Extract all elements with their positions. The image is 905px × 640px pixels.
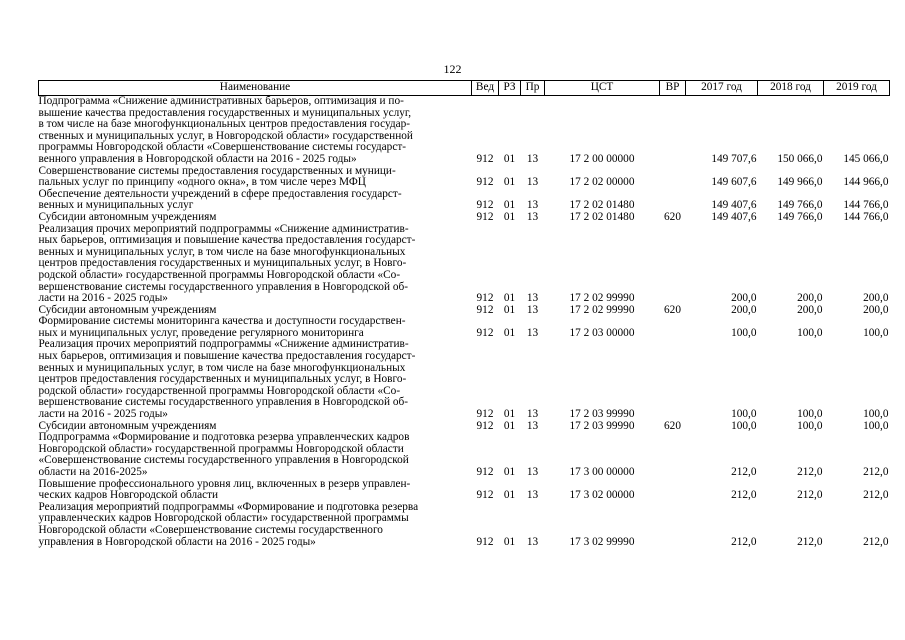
row-pr: 13 (526, 408, 539, 421)
row-vr (660, 189, 686, 212)
row-name: Субсидии автономным учреждениям (38, 303, 217, 316)
row-pr: 13 (526, 292, 539, 305)
row-cst: 17 3 00 00000 (569, 466, 635, 478)
row-2017: 100,0 (731, 326, 757, 339)
row-2018: 150 066,0 (777, 152, 823, 165)
row-ved: 912 (476, 152, 494, 165)
row-2019: 144 766,0 (843, 210, 889, 223)
budget-table (38, 80, 890, 548)
row-name: Совершенствование системы предоставления государственных и муници- пальных услуг по принципу «одного окна», в том числе через МФЦ (38, 164, 396, 189)
row-pr: 13 (526, 535, 539, 548)
row-name: Обеспечение деятельности учреждений в сфере предоставления государст- венных и муниципальных услуг (38, 187, 402, 212)
row-2018: 100,0 (797, 419, 823, 432)
row-name: Подпрограмма «Формирование и подготовка резерва управленческих кадров Новгородской области» государственной программы Новгородской области «Совершенствование системы государственного управления в Новгородской области на 2016-2025» (38, 431, 410, 478)
row-name: Повышение профессионального уровня лиц, включенных в резерв управлен- ческих кадров Новгородской области (38, 477, 411, 502)
row-ved: 912 (476, 176, 494, 189)
row-2019: 145 066,0 (843, 152, 889, 165)
row-vr (660, 166, 686, 189)
row-rz: 01 (503, 326, 516, 339)
row-2017: 149 407,6 (711, 210, 757, 223)
row-ved: 912 (476, 292, 494, 305)
row-2017: 149 707,6 (711, 152, 757, 165)
row-2018: 200,0 (797, 303, 823, 316)
row-2017: 100,0 (731, 419, 757, 432)
table-row (39, 432, 890, 478)
row-2019: 212,0 (863, 489, 889, 502)
row-cst: 17 3 02 99990 (569, 535, 635, 548)
row-ved: 912 (476, 466, 494, 478)
row-2018: 200,0 (797, 292, 823, 305)
row-name: Реализация прочих мероприятий подпрограммы «Снижение административ- ных барьеров, оптимизация и повышение качества предоставления государст- венных и муниципальных услуг, в том числе на базе многофункциональных центров предоставления государственных и муниципальных услуг, в Новго- родской области» государственной программы Новгородской области «Со- вершенствование системы государственного управления в Новгородской об- ласти на 2016 - 2025 годы» (38, 222, 416, 305)
row-cst: 17 2 03 99990 (569, 419, 635, 432)
row-ved: 912 (476, 210, 494, 223)
row-cst: 17 2 02 99990 (569, 292, 635, 305)
row-cst: 17 2 02 99990 (569, 303, 635, 316)
row-name: Реализация прочих мероприятий подпрограммы «Снижение административ- ных барьеров, оптимизация и повышение качества предоставления государст- венных и муниципальных услуг, в том числе на базе многофункциональных центров предоставления государственных и муниципальных услуг, в Новго- родской области» государственной программы Новгородской области «Со- вершенствование системы государственного управления в Новгородской об- ласти на 2016 - 2025 годы» (38, 338, 416, 421)
page-number: 122 (443, 62, 462, 76)
row-cst: 17 2 02 01480 (569, 210, 635, 223)
row-vr (660, 479, 686, 502)
row-cst: 17 2 00 00000 (569, 152, 635, 165)
row-rz: 01 (503, 176, 516, 189)
row-2017: 200,0 (731, 303, 757, 316)
header-cst: ЦСТ (545, 81, 660, 96)
row-2018: 149 766,0 (777, 199, 823, 212)
row-vr (660, 224, 686, 305)
row-2018: 100,0 (797, 408, 823, 421)
row-rz: 01 (503, 419, 516, 432)
row-rz: 01 (503, 408, 516, 421)
row-vr: 620 (664, 303, 681, 316)
row-2017: 212,0 (731, 535, 757, 548)
row-name: Реализация мероприятий подпрограммы «Формирование и подготовка резерва управленческих кадров Новгородской области» государственной программы Новгородской области «Совершенствование системы государственного управления в Новгородской области на 2016 - 2025 годы» (38, 500, 419, 548)
row-2017: 149 607,6 (711, 176, 757, 189)
header-vr: ВР (660, 81, 686, 96)
table-row (39, 189, 890, 212)
row-2019: 100,0 (863, 419, 889, 432)
row-rz: 01 (503, 489, 516, 502)
header-rz: РЗ (499, 81, 521, 96)
row-pr: 13 (526, 466, 539, 478)
row-rz: 01 (503, 210, 516, 223)
table-row (39, 316, 890, 339)
row-rz: 01 (503, 199, 516, 212)
row-2018: 212,0 (797, 535, 823, 548)
row-cst: 17 2 03 99990 (569, 408, 635, 421)
row-name: Подпрограмма «Снижение административных барьеров, оптимизация и по- вышение качества предоставления государственных и муниципальных услуг, в том числе на базе многофункциональных центров предоставления государ- ственных и муниципальных услуг, в Новгородской области» государственной программы Новгородской области «Совершенствование системы государст- венного управления в Новгородской области на 2016 - 2025 годы» (38, 95, 413, 165)
row-rz: 01 (503, 535, 516, 548)
row-vr (660, 339, 686, 420)
row-vr (660, 96, 686, 166)
row-name: Формирование системы мониторинга качества и доступности государствен- ных и муниципальных услуг, проведение регулярного мониторинга (38, 315, 406, 339)
row-ved: 912 (476, 199, 494, 212)
row-ved: 912 (476, 419, 494, 432)
row-pr: 13 (526, 489, 539, 502)
row-vr: 620 (664, 419, 681, 432)
header-2018: 2018 год (758, 81, 824, 96)
row-pr: 13 (526, 210, 539, 223)
table-row (39, 502, 890, 548)
row-name: Субсидии автономным учреждениям (38, 419, 217, 432)
table-row (39, 212, 890, 224)
row-vr (660, 502, 686, 548)
row-ved: 912 (476, 326, 494, 339)
row-2018: 149 966,0 (777, 176, 823, 189)
row-2017: 212,0 (731, 466, 757, 478)
row-ved: 912 (476, 408, 494, 421)
table-row (39, 166, 890, 189)
row-2017: 149 407,6 (711, 199, 757, 212)
row-2018: 149 766,0 (777, 210, 823, 223)
row-vr (660, 432, 686, 478)
header-2019: 2019 год (824, 81, 890, 96)
header-ved: Вед (472, 81, 499, 96)
row-pr: 13 (526, 199, 539, 212)
row-cst: 17 2 02 01480 (569, 199, 635, 212)
row-cst: 17 3 02 00000 (569, 489, 635, 502)
table-row (39, 224, 890, 305)
row-2019: 200,0 (863, 303, 889, 316)
row-2018: 212,0 (797, 489, 823, 502)
row-rz: 01 (503, 152, 516, 165)
table-row (39, 339, 890, 420)
row-2019: 200,0 (863, 292, 889, 305)
row-name: Субсидии автономным учреждениям (38, 210, 217, 223)
row-pr: 13 (526, 326, 539, 339)
row-2019: 100,0 (863, 326, 889, 339)
row-ved: 912 (476, 489, 494, 502)
row-2019: 212,0 (863, 466, 889, 478)
row-2017: 100,0 (731, 408, 757, 421)
row-pr: 13 (526, 303, 539, 316)
header-name: Наименование (39, 81, 472, 96)
row-vr: 620 (664, 210, 681, 223)
table-body (39, 96, 890, 549)
row-rz: 01 (503, 466, 516, 478)
row-2019: 100,0 (863, 408, 889, 421)
row-pr: 13 (526, 419, 539, 432)
row-pr: 13 (526, 152, 539, 165)
row-rz: 01 (503, 292, 516, 305)
row-2019: 144 766,0 (843, 199, 889, 212)
row-ved: 912 (476, 535, 494, 548)
row-2018: 100,0 (797, 326, 823, 339)
header-2017: 2017 год (686, 81, 758, 96)
row-2017: 212,0 (731, 489, 757, 502)
row-cst: 17 2 02 00000 (569, 176, 635, 189)
row-vr (660, 316, 686, 339)
header-pr: Пр (521, 81, 545, 96)
row-2017: 200,0 (731, 292, 757, 305)
row-rz: 01 (503, 303, 516, 316)
table-row (39, 96, 890, 166)
row-cst: 17 2 03 00000 (569, 326, 635, 339)
row-2019: 212,0 (863, 535, 889, 548)
table-row (39, 479, 890, 502)
row-ved: 912 (476, 303, 494, 316)
row-2018: 212,0 (797, 466, 823, 478)
row-2019: 144 966,0 (843, 176, 889, 189)
table-header (39, 81, 890, 96)
row-pr: 13 (526, 176, 539, 189)
